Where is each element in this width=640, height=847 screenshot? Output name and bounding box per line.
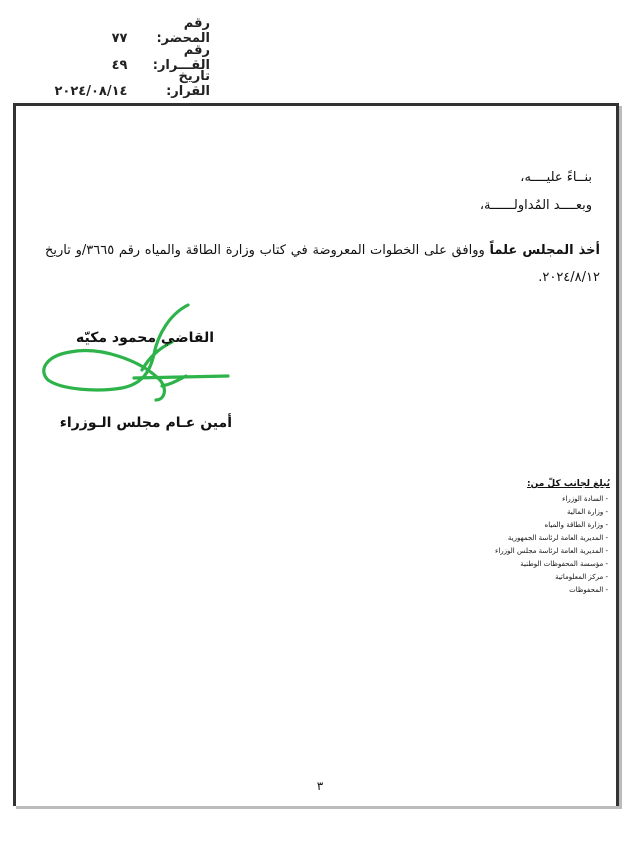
distribution-heading: يُبلغ لجانب كلّ من: — [527, 479, 610, 489]
signature-stroke-tail — [134, 376, 228, 378]
decision-bold-phrase: أخذ المجلس علماً — [489, 243, 600, 258]
after-deliberation-line: وبعــــد المُداولــــــة، — [479, 198, 592, 213]
decision-date-row — [54, 69, 210, 99]
decision-number-value: ٤٩ — [111, 58, 128, 73]
distribution-item: - وزارة المالية — [495, 506, 608, 519]
distribution-list — [495, 493, 608, 597]
distribution-item: - مؤسسة المحفوظات الوطنية — [495, 558, 608, 571]
distribution-item: - وزارة الطاقة والمياه — [495, 519, 608, 532]
page-number: ٣ — [316, 779, 324, 793]
decision-date-value: ٢٠٢٤/٠٨/١٤ — [54, 84, 128, 99]
decision-text: ووافق على الخطوات المعروضة في كتاب وزارة الطاقة والمياه رقم ٣٦٦٥/و تاريخ ٢٠٢٤/٨/١٢. — [45, 243, 600, 285]
minutes-number-label: رقم المحضر: — [156, 16, 210, 46]
decision-number-label: رقم القـــرار: — [152, 43, 210, 73]
signature-ink — [38, 300, 238, 410]
distribution-item: - مركز المعلوماتية — [495, 571, 608, 584]
based-thereon-line: بنــاءً عليــــه، — [520, 170, 592, 185]
distribution-item: - السادة الوزراء — [495, 493, 608, 506]
decision-date-label: تاريخ القرار: — [166, 69, 210, 99]
decision-paragraph — [45, 237, 600, 291]
minutes-number-row — [112, 16, 210, 46]
minutes-number-value: ٧٧ — [111, 31, 128, 46]
distribution-item: - المحفوظات — [495, 584, 608, 597]
distribution-item: - المديرية العامة لرئاسة مجلس الوزراء — [495, 545, 608, 558]
signatory-name: القاضي محمود مكيّه — [76, 330, 214, 346]
distribution-item: - المديرية العامة لرئاسة الجمهورية — [495, 532, 608, 545]
signatory-title: أمين عـام مجلس الـوزراء — [59, 415, 232, 431]
